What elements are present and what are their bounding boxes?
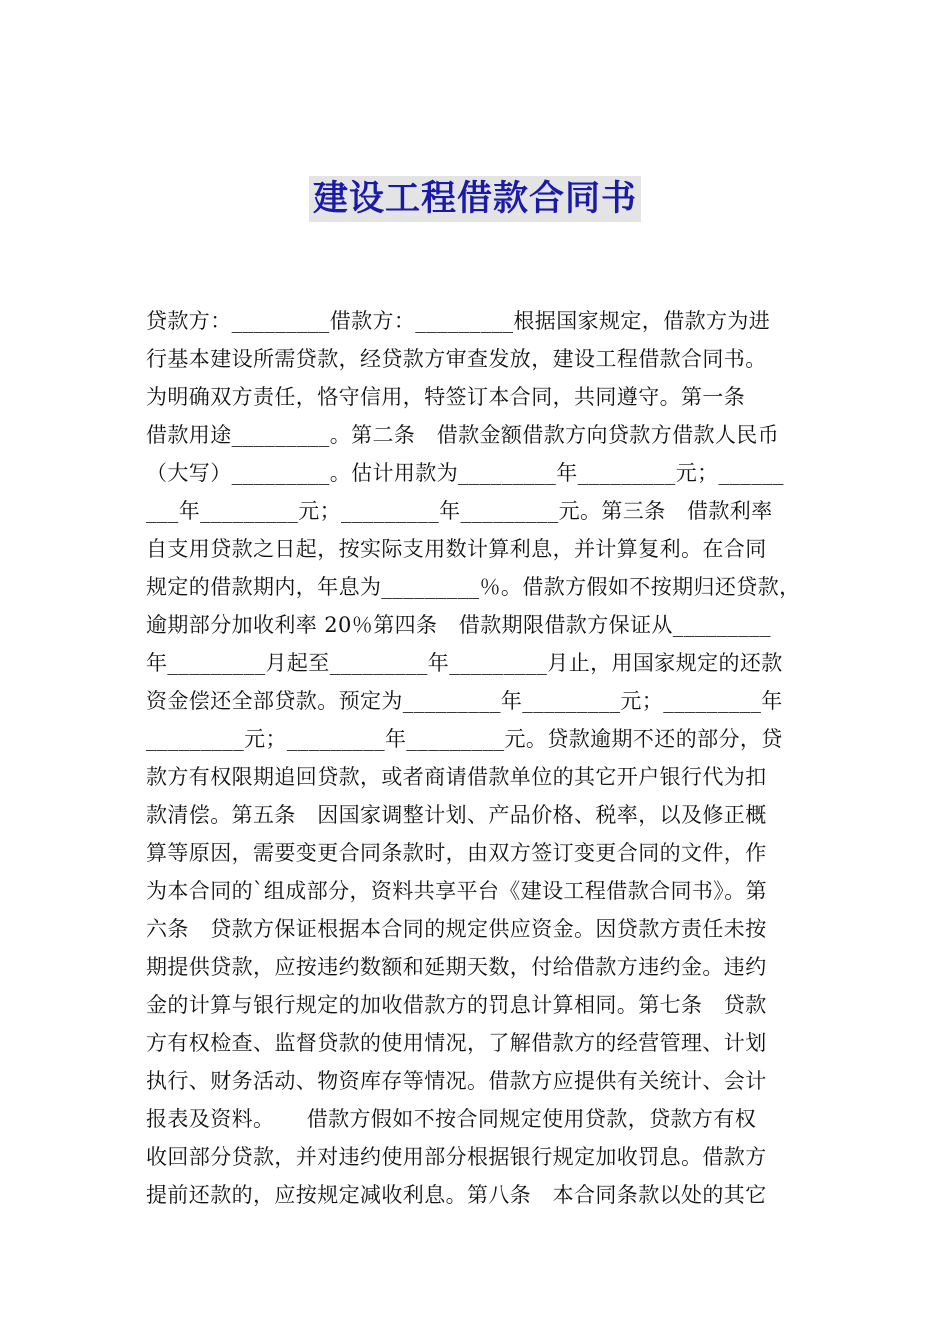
body-line: 自支用贷款之日起，按实际支用数计算利息，并计算复利。在合同: [146, 537, 767, 561]
body-line: 方有权检查、监督贷款的使用情况，了解借款方的经营管理、计划: [146, 1031, 767, 1055]
body-line: 执行、财务活动、物资库存等情况。借款方应提供有关统计、会计: [146, 1069, 767, 1093]
body-line: ___年_________元；_________年_________元。第三条 借款利率: [146, 499, 773, 523]
body-line: 款方有权限期追回贷款，或者商请借款单位的其它开户银行代为扣: [146, 765, 767, 789]
body-line: 为明确双方责任，恪守信用，特签订本合同，共同遵守。第一条: [146, 385, 746, 409]
body-line: 提前还款的，应按规定减收利息。第八条 本合同条款以处的其它: [146, 1183, 767, 1207]
body-line: _________元；_________年_________元。贷款逾期不还的部分，贷: [146, 727, 783, 751]
body-line: 金的计算与银行规定的加收借款方的罚息计算相同。第七条 贷款: [146, 993, 767, 1017]
body-line: 行基本建设所需贷款，经贷款方审查发放，建设工程借款合同书。: [146, 347, 767, 371]
body-line: 逾期部分加收利率 20％第四条 借款期限借款方保证从_________: [146, 613, 771, 637]
body-line: 资金偿还全部贷款。预定为_________年_________元；_________年: [146, 689, 783, 713]
body-line: 款清偿。第五条 因国家调整计划、产品价格、税率，以及修正概: [146, 803, 767, 827]
body-line: 借款用途_________。第二条 借款金额借款方向贷款方借款人民币: [146, 423, 780, 447]
body-line: 期提供贷款，应按违约数额和延期天数，付给借款方违约金。违约: [146, 955, 767, 979]
body-line: 规定的借款期内，年息为_________％。借款方假如不按期归还贷款，: [146, 575, 801, 599]
body-line: 为本合同的`组成部分，资料共享平台《建设工程借款合同书》。第: [146, 879, 767, 903]
document-body: [146, 302, 816, 1214]
body-line: 报表及资料。 借款方假如不按合同规定使用贷款，贷款方有权: [146, 1107, 757, 1131]
body-line: 收回部分贷款，并对违约使用部分根据银行规定加收罚息。借款方: [146, 1145, 767, 1169]
document-title: 建设工程借款合同书: [309, 176, 641, 222]
body-line: 年_________月起至_________年_________月止，用国家规定的还款: [146, 651, 783, 675]
body-line: 贷款方：_________借款方：_________根据国家规定，借款方为进: [146, 309, 771, 333]
body-line: （大写）_________。估计用款为_________年_________元；______: [146, 461, 784, 485]
title-container: [0, 176, 950, 222]
body-line: 算等原因，需要变更合同条款时，由双方签订变更合同的文件，作: [146, 841, 767, 865]
body-line: 六条 贷款方保证根据本合同的规定供应资金。因贷款方责任未按: [146, 917, 767, 941]
